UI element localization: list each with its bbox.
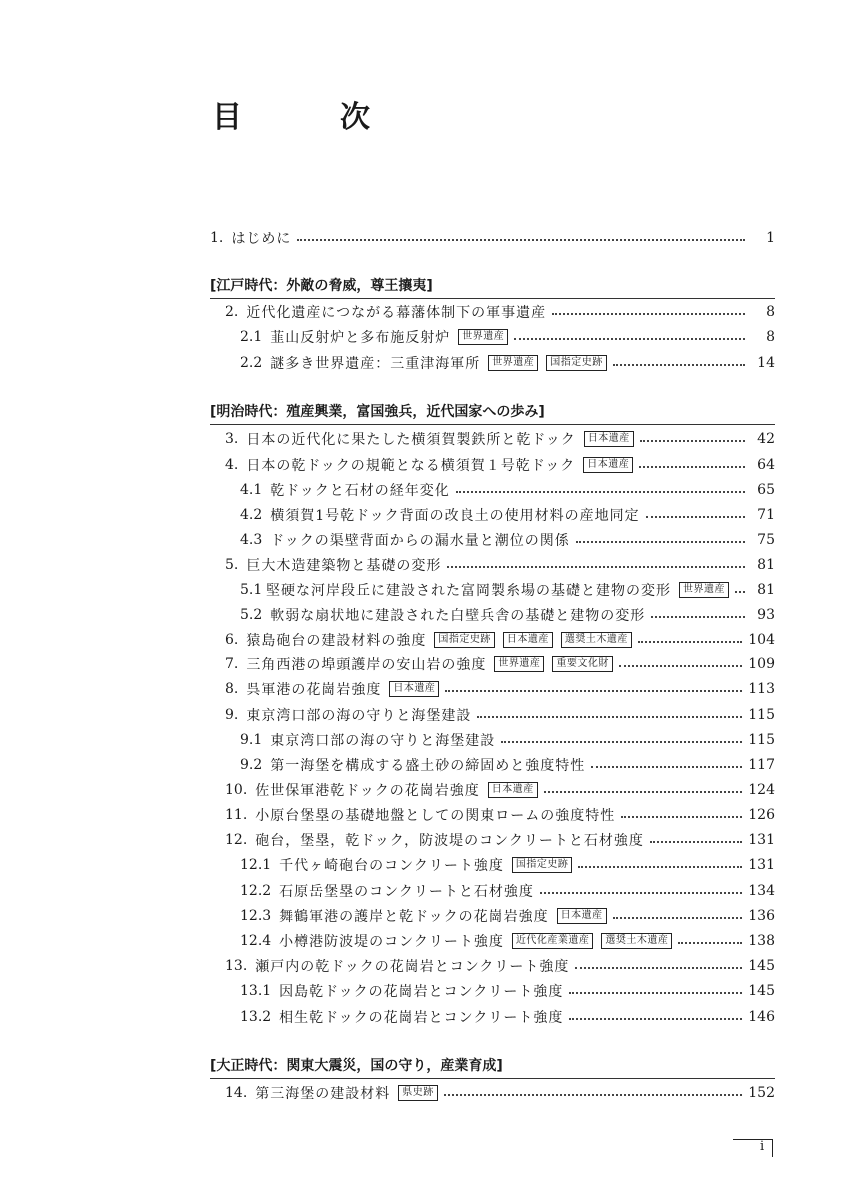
dot-leader — [456, 491, 745, 493]
toc-entry[interactable] — [240, 325, 775, 349]
toc-entry[interactable] — [240, 528, 775, 552]
entry-title: 日本の乾ドックの規範となる横須賀１号乾ドック — [246, 458, 576, 474]
entry-number: 4.2 — [240, 507, 263, 523]
entry-title: 小原台堡塁の基礎地盤としての関東ロームの強度特性 — [255, 808, 616, 824]
toc-entry[interactable] — [240, 879, 775, 903]
entry-number: 12.3 — [240, 908, 272, 924]
heritage-badge: 世界遺産 — [679, 582, 729, 598]
toc-entry[interactable] — [240, 351, 775, 375]
dot-leader — [540, 892, 742, 894]
dot-leader — [578, 866, 742, 868]
entry-page-number: 81 — [757, 557, 775, 573]
entry-title: 軟弱な扇状地に建設された白壁兵舎の基礎と建物の変形 — [270, 608, 646, 624]
entry-title: 舞鶴軍港の護岸と乾ドックの花崗岩強度 — [279, 909, 549, 925]
heritage-badge: 日本遺産 — [557, 908, 607, 924]
folio-rule — [733, 1139, 773, 1140]
dot-leader — [445, 690, 742, 692]
dot-leader — [297, 239, 745, 241]
entry-title: ドックの渠壁背面からの漏水量と潮位の関係 — [270, 533, 570, 549]
entry-page-number: 115 — [748, 707, 775, 723]
page-title: 目 次 — [212, 100, 404, 135]
heritage-badge: 日本遺産 — [503, 632, 553, 648]
dot-leader — [646, 516, 745, 518]
dot-leader — [444, 1094, 743, 1096]
entry-number: 2.2 — [240, 355, 263, 371]
toc-entry[interactable] — [225, 427, 775, 451]
entry-page-number: 8 — [766, 304, 775, 320]
entry-number: 2.1 — [240, 329, 263, 345]
entry-number: 3. — [225, 431, 239, 447]
toc-entry[interactable] — [240, 753, 775, 777]
entry-number: 2. — [225, 304, 239, 320]
entry-title: 乾ドックと石材の経年変化 — [270, 483, 450, 499]
entry-title: 砲台，堡塁，乾ドック，防波堤のコンクリートと石材強度 — [255, 833, 644, 849]
heritage-badge: 日本遺産 — [389, 681, 439, 697]
entry-page-number: 138 — [748, 933, 775, 949]
entry-title: 小樽港防波堤のコンクリート強度 — [279, 934, 504, 950]
dot-leader — [639, 466, 745, 468]
entry-title: 第三海堡の建設材料 — [255, 1086, 391, 1102]
entry-page-number: 126 — [748, 807, 775, 823]
toc-entry[interactable] — [240, 478, 775, 502]
entry-page-number: 1 — [766, 230, 775, 246]
era-rule — [210, 424, 775, 425]
toc-entry[interactable] — [225, 803, 775, 827]
toc-entry[interactable] — [210, 226, 775, 250]
toc-entry[interactable] — [225, 628, 775, 652]
toc-entry[interactable] — [240, 929, 775, 953]
era-heading-taisho: [大正時代：関東大震災，国の守り，産業育成] — [210, 1058, 503, 1074]
dot-leader — [576, 541, 745, 543]
entry-page-number: 152 — [748, 1085, 775, 1101]
entry-number: 5.1 — [240, 582, 263, 598]
entry-title: 呉軍港の花崗岩強度 — [246, 682, 382, 698]
heritage-badge: 世界遺産 — [494, 656, 544, 672]
heritage-badge: 国指定史跡 — [512, 857, 573, 873]
entry-number: 12.2 — [240, 883, 272, 899]
entry-title: 三角西港の埠頭護岸の安山岩の強度 — [246, 657, 487, 673]
entry-title: 石原岳堡塁のコンクリートと石材強度 — [279, 884, 534, 900]
entry-number: 14. — [225, 1085, 248, 1101]
dot-leader — [651, 616, 745, 618]
era-heading-edo: [江戸時代：外敵の脅威，尊王攘夷] — [210, 278, 433, 294]
dot-leader — [477, 716, 742, 718]
dot-leader — [613, 364, 745, 366]
toc-entry[interactable] — [225, 703, 775, 727]
era-rule — [210, 298, 775, 299]
toc-entry[interactable] — [240, 603, 775, 627]
dot-leader — [575, 967, 742, 969]
dot-leader — [569, 992, 742, 994]
toc-entry[interactable] — [240, 853, 775, 877]
toc-entry[interactable] — [225, 828, 775, 852]
entry-number: 5. — [225, 557, 239, 573]
toc-entry[interactable] — [225, 300, 775, 324]
folio-bar — [772, 1139, 773, 1157]
toc-entry[interactable] — [240, 1005, 775, 1029]
entry-number: 6. — [225, 632, 239, 648]
entry-title: 東京湾口部の海の守りと海堡建設 — [270, 733, 496, 749]
heritage-badge: 日本遺産 — [584, 431, 634, 447]
toc-entry[interactable] — [225, 954, 775, 978]
entry-page-number: 131 — [748, 832, 775, 848]
entry-page-number: 65 — [757, 482, 775, 498]
entry-number: 12. — [225, 832, 248, 848]
entry-title: 横須賀1号乾ドック背面の改良土の使用材料の産地同定 — [270, 508, 640, 524]
entry-number: 1. — [210, 230, 224, 246]
heritage-badge: 日本遺産 — [583, 457, 633, 473]
toc-entry[interactable] — [240, 578, 775, 602]
entry-page-number: 117 — [748, 757, 775, 773]
dot-leader — [514, 338, 745, 340]
entry-title: 千代ヶ崎砲台のコンクリート強度 — [279, 858, 504, 874]
entry-title: 謎多き世界遺産：三重津海軍所 — [270, 356, 481, 372]
entry-title: 猿島砲台の建設材料の強度 — [246, 633, 427, 649]
entry-page-number: 115 — [748, 732, 775, 748]
entry-title: 韮山反射炉と多布施反射炉 — [270, 330, 451, 346]
dot-leader — [621, 816, 742, 818]
heritage-badge: 国指定史跡 — [546, 355, 607, 371]
entry-page-number: 145 — [748, 983, 775, 999]
entry-title: 因島乾ドックの花崗岩とコンクリート強度 — [279, 984, 564, 1000]
dot-leader — [650, 841, 742, 843]
entry-number: 4.3 — [240, 532, 263, 548]
entry-number: 4.1 — [240, 482, 263, 498]
entry-page-number: 64 — [757, 457, 775, 473]
entry-number: 5.2 — [240, 607, 263, 623]
dot-leader — [678, 942, 742, 944]
entry-number: 11. — [225, 807, 248, 823]
entry-page-number: 146 — [748, 1009, 775, 1025]
toc-entry[interactable] — [240, 503, 775, 527]
heritage-badge: 世界遺産 — [458, 329, 508, 345]
toc-entry[interactable] — [240, 979, 775, 1003]
entry-page-number: 124 — [748, 782, 775, 798]
entry-page-number: 71 — [757, 507, 775, 523]
entry-page-number: 131 — [748, 857, 775, 873]
era-rule — [210, 1078, 775, 1079]
heritage-badge: 近代化産業遺産 — [512, 933, 594, 949]
entry-page-number: 145 — [748, 958, 775, 974]
dot-leader — [613, 917, 743, 919]
entry-title: 佐世保軍港乾ドックの花崗岩強度 — [255, 783, 480, 799]
entry-number: 13.2 — [240, 1009, 272, 1025]
entry-page-number: 14 — [757, 355, 775, 371]
dot-leader — [569, 1018, 742, 1020]
entry-number: 12.1 — [240, 857, 272, 873]
entry-number: 9.1 — [240, 732, 263, 748]
entry-number: 10. — [225, 782, 248, 798]
heritage-badge: 選奨土木遺産 — [561, 632, 632, 648]
entry-number: 13.1 — [240, 983, 272, 999]
era-heading-meiji: [明治時代：殖産興業，富国強兵，近代国家への歩み] — [210, 404, 545, 420]
entry-page-number: 113 — [748, 681, 775, 697]
heritage-badge: 選奨土木遺産 — [601, 933, 672, 949]
entry-title: はじめに — [231, 231, 292, 247]
toc-entry[interactable] — [240, 904, 775, 928]
toc-entry[interactable] — [225, 652, 775, 676]
toc-entry[interactable] — [225, 453, 775, 477]
toc-entry[interactable] — [225, 553, 775, 577]
dot-leader — [501, 741, 742, 743]
page-number: i — [760, 1139, 765, 1154]
entry-page-number: 8 — [766, 329, 775, 345]
toc-entry[interactable] — [225, 778, 775, 802]
dot-leader — [552, 313, 745, 315]
entry-number: 13. — [225, 958, 248, 974]
heritage-badge: 国指定史跡 — [434, 632, 495, 648]
entry-title: 東京湾口部の海の守りと海堡建設 — [246, 708, 472, 724]
entry-number: 7. — [225, 656, 239, 672]
toc-entry[interactable] — [225, 1081, 775, 1105]
entry-page-number: 136 — [748, 908, 775, 924]
entry-title: 堅硬な河岸段丘に建設された富岡製糸場の基礎と建物の変形 — [266, 583, 671, 599]
entry-title: 瀬戸内の乾ドックの花崗岩とコンクリート強度 — [255, 959, 570, 975]
entry-page-number: 81 — [757, 582, 775, 598]
entry-page-number: 75 — [757, 532, 775, 548]
dot-leader — [591, 766, 742, 768]
dot-leader — [619, 665, 742, 667]
entry-title: 近代化遺産につながる幕藩体制下の軍事遺産 — [246, 305, 547, 321]
entry-page-number: 104 — [748, 632, 775, 648]
toc-entry[interactable] — [225, 677, 775, 701]
dot-leader — [735, 591, 745, 593]
toc-entry[interactable] — [240, 728, 775, 752]
entry-number: 8. — [225, 681, 239, 697]
entry-number: 9. — [225, 707, 239, 723]
dot-leader — [640, 440, 745, 442]
entry-number: 4. — [225, 457, 239, 473]
entry-page-number: 134 — [748, 883, 775, 899]
heritage-badge: 重要文化財 — [552, 656, 613, 672]
entry-page-number: 93 — [757, 607, 775, 623]
heritage-badge: 日本遺産 — [488, 782, 538, 798]
entry-page-number: 109 — [748, 656, 775, 672]
entry-title: 相生乾ドックの花崗岩とコンクリート強度 — [279, 1010, 564, 1026]
entry-title: 巨大木造建築物と基礎の変形 — [246, 558, 442, 574]
entry-title: 日本の近代化に果たした横須賀製鉄所と乾ドック — [246, 432, 576, 448]
dot-leader — [638, 641, 742, 643]
dot-leader — [544, 791, 743, 793]
entry-page-number: 42 — [757, 431, 775, 447]
dot-leader — [447, 566, 745, 568]
heritage-badge: 県史跡 — [398, 1085, 438, 1101]
entry-number: 9.2 — [240, 757, 263, 773]
entry-number: 12.4 — [240, 933, 272, 949]
heritage-badge: 世界遺産 — [488, 355, 538, 371]
entry-title: 第一海堡を構成する盛土砂の締固めと強度特性 — [270, 758, 586, 774]
